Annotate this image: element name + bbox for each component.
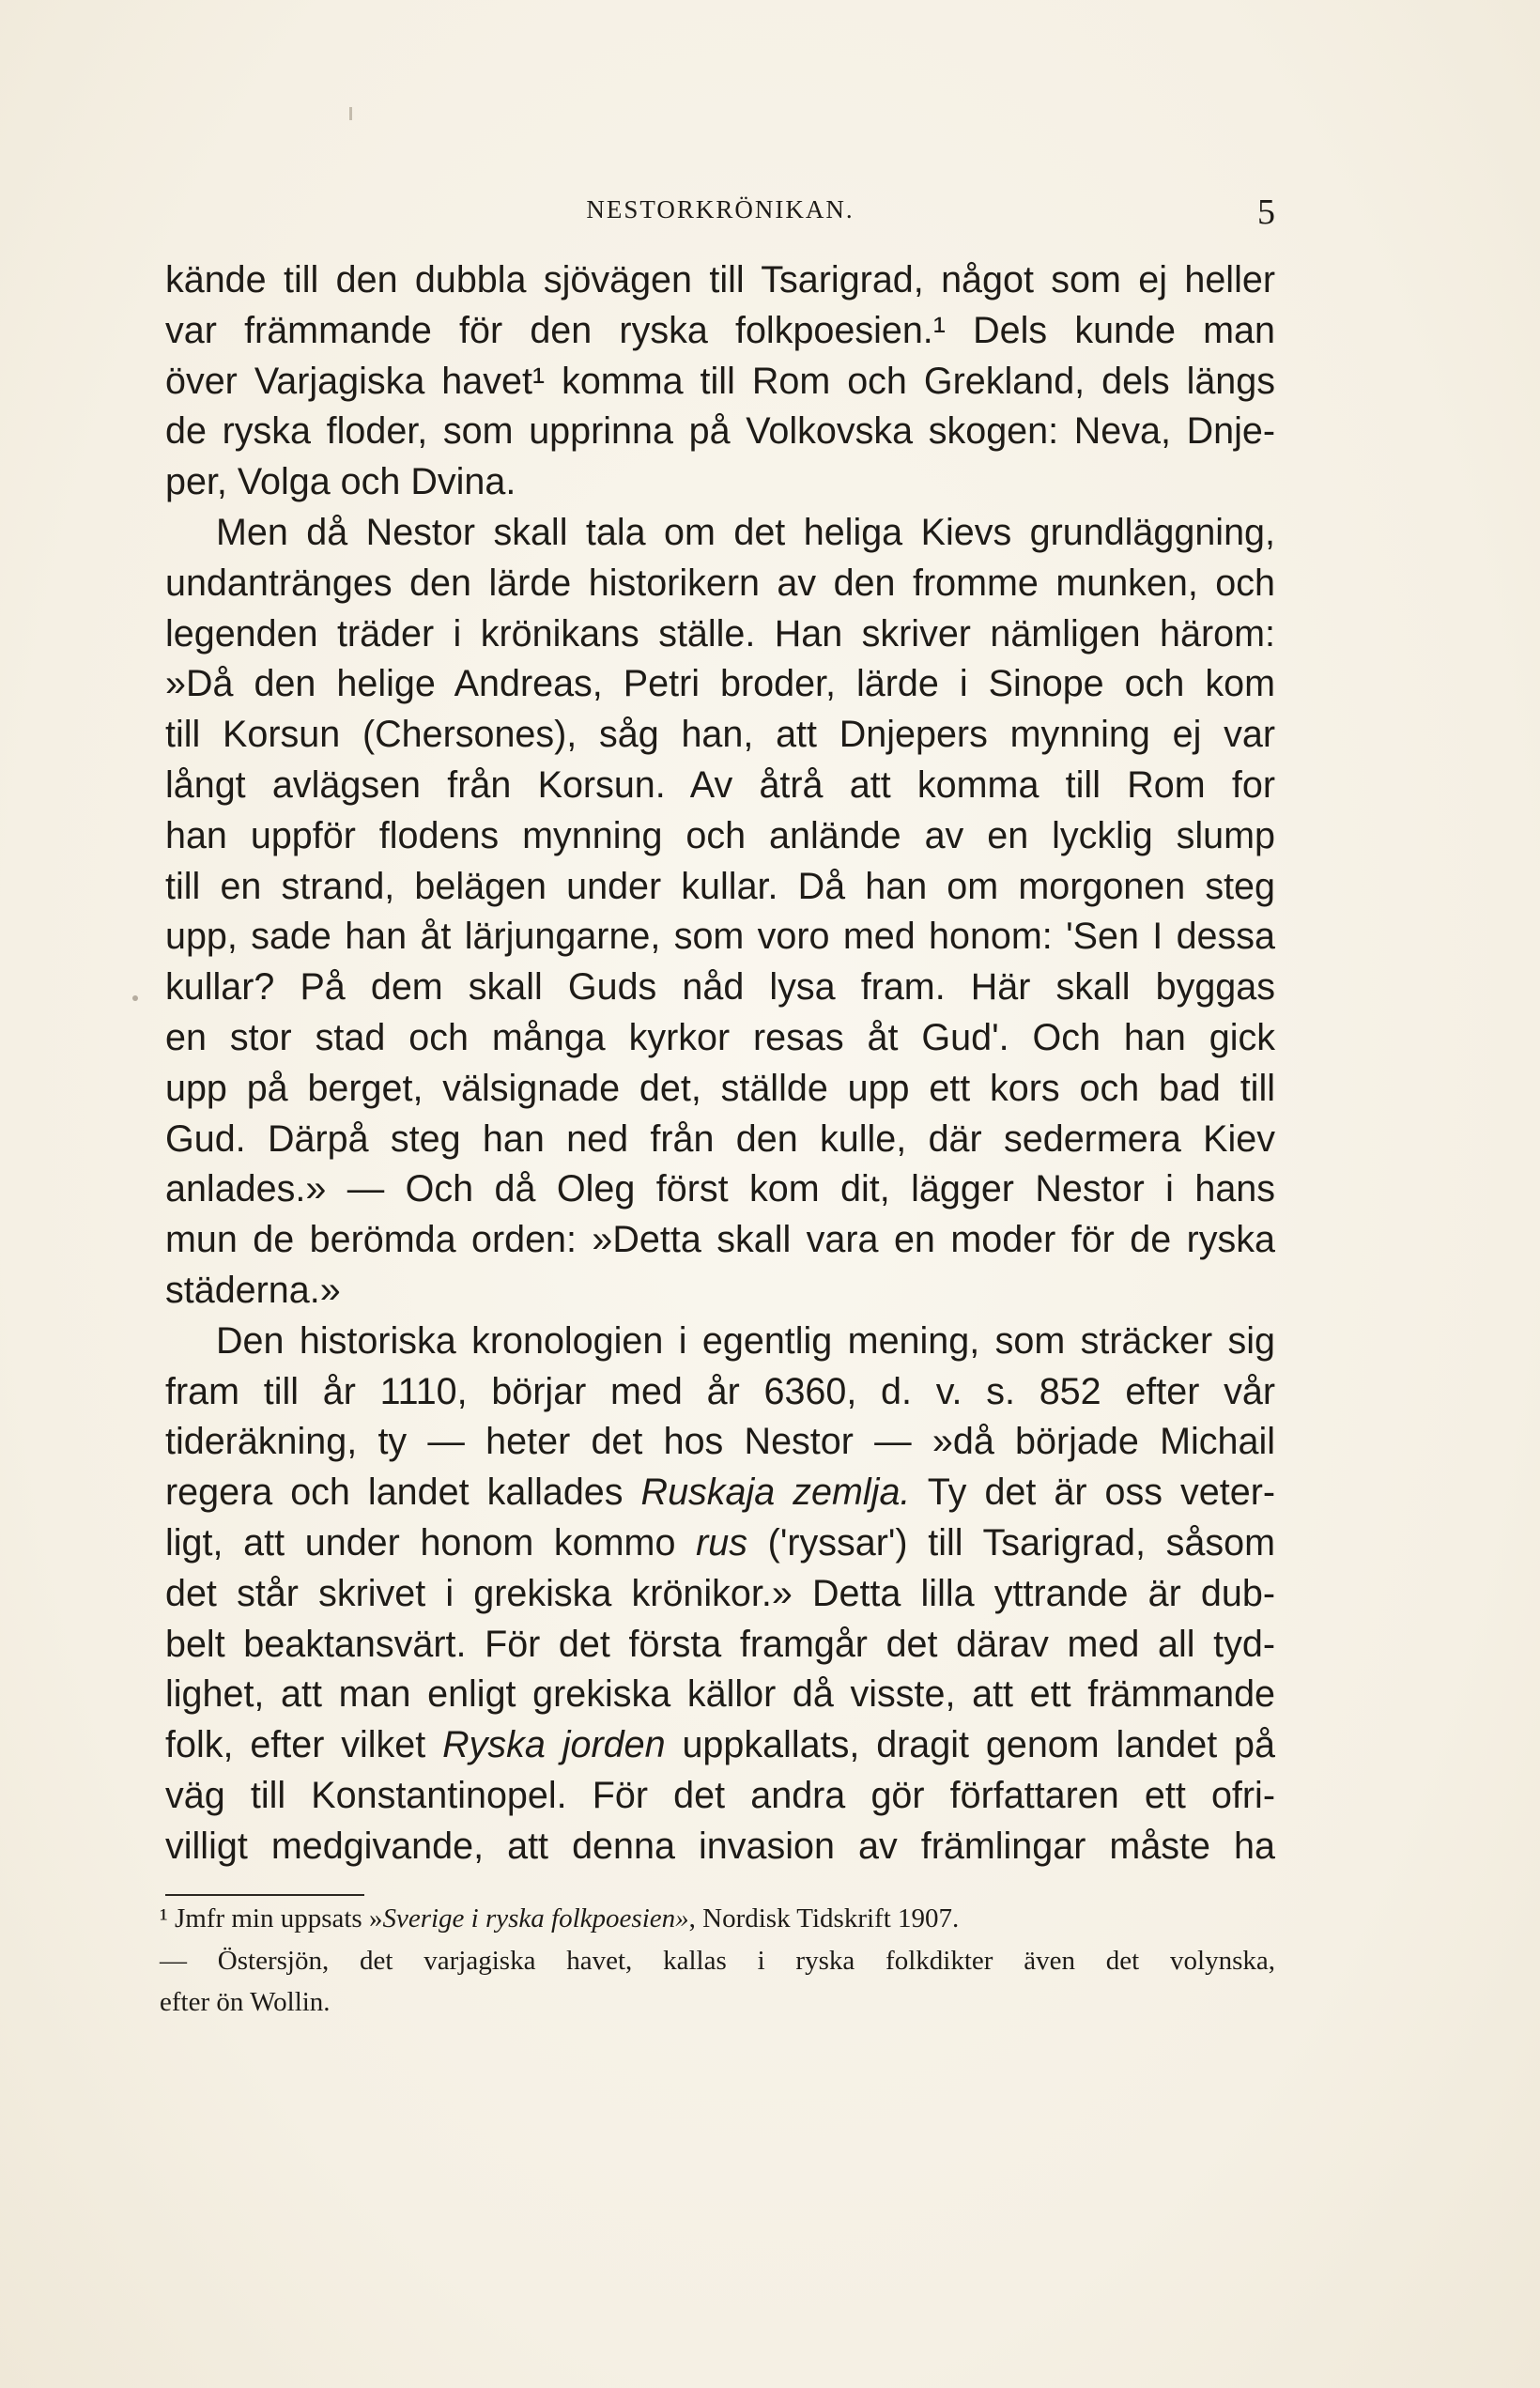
text-line: Men då Nestor skall tala om det heliga Kievs grundläggning, [216, 511, 1275, 553]
footnote-line: efter ön Wollin. [160, 1987, 331, 2017]
footnote-segment: , Nordisk Tidskrift 1907. [688, 1903, 960, 1934]
footnote-line [160, 1898, 1275, 1940]
text-line: en stor stad och många kyrkor resas åt Gud'. Och han gick [165, 1016, 1275, 1058]
text-line: till Korsun (Chersones), såg han, att Dnjepers mynning ej var [165, 714, 1275, 756]
text-line: lighet, att man enligt grekiska källor då visste, att ett främmande [165, 1673, 1275, 1716]
text-line: kände till den dubbla sjövägen till Tsarigrad, något som ej heller [165, 259, 1275, 300]
text-line: undantränges den lärde historikern av den fromme munken, och [165, 562, 1275, 604]
text-line: mun de berömda orden: »Detta skall vara en moder för de ryska [165, 1219, 1275, 1261]
print-mark [349, 107, 352, 120]
text-line-with-italic [165, 1720, 1275, 1771]
text-line: belt beaktansvärt. För det första framgår det därav med all tyd- [165, 1623, 1275, 1665]
footnote-line: — Östersjön, det varjagiska havet, kallas i ryska folkdikter även det volynska, [160, 1945, 1275, 1976]
text-line: Den historiska kronologien i egentlig mening, som sträcker sig [216, 1319, 1275, 1362]
text-line: legenden träder i krönikans ställe. Han skriver nämligen härom: [165, 612, 1275, 655]
footnote-italic-title: Sverige i ryska folkpoesien» [382, 1903, 689, 1934]
text-line: fram till år 1110, börjar med år 6360, d. v. s. 852 efter vår [165, 1370, 1275, 1412]
text-line: Gud. Därpå steg han ned från den kulle, där sedermera Kiev [165, 1117, 1275, 1160]
margin-dot-mark [132, 995, 138, 1001]
text-line: städerna.» [165, 1269, 341, 1311]
text-line: »Då den helige Andreas, Petri broder, lärde i Sinope och kom [165, 663, 1275, 705]
text-line-with-italic [165, 1468, 1275, 1518]
text-line: tideräkning, ty — heter det hos Nestor — »då började Michail [165, 1421, 1275, 1463]
text-line: han uppför flodens mynning och anlände av en lycklig slump [165, 814, 1275, 856]
text-line: långt avlägsen från Korsun. Av åtrå att komma till Rom for [165, 763, 1275, 806]
text-segment: uppkallats, dragit genom landet på [665, 1724, 1275, 1766]
text-line: till en strand, belägen under kullar. Då han om morgonen steg [165, 865, 1275, 907]
footnotes [160, 1898, 1275, 2024]
text-line: över Varjagiska havet¹ komma till Rom och Grekland, dels längs [165, 360, 1275, 402]
italic-term-ryska-jorden: Ryska jorden [442, 1724, 666, 1766]
text-line: upp på berget, välsignade det, ställde upp ett kors och bad till [165, 1067, 1275, 1109]
body-text [165, 255, 1275, 1872]
text-segment: Ty det är oss veter- [910, 1471, 1276, 1514]
text-line: kullar? På dem skall Guds nåd lysa fram. Här skall byggas [165, 966, 1275, 1009]
page-header [165, 192, 1275, 240]
running-title: NESTORKRÖNIKAN. [586, 195, 855, 223]
text-line: villigt medgivande, att denna invasion av främlingar måste ha [165, 1825, 1275, 1867]
page-number: 5 [1257, 193, 1275, 232]
text-line-with-italic [165, 1518, 1275, 1569]
text-segment: ligt, att under honom kommo [165, 1521, 697, 1564]
text-line: upp, sade han åt lärjungarne, som voro med honom: 'Sen I dessa [165, 916, 1275, 958]
text-line: det står skrivet i grekiska krönikor.» Detta lilla yttrande är dub- [165, 1572, 1275, 1614]
text-segment: folk, efter vilket [165, 1724, 443, 1766]
footnote-segment: ¹ Jmfr min uppsats » [160, 1903, 383, 1934]
text-line: de ryska floder, som upprinna på Volkovska skogen: Neva, Dnje- [165, 410, 1275, 453]
text-line: per, Volga och Dvina. [165, 461, 516, 503]
text-segment: ('ryssar') till Tsarigrad, såsom [747, 1521, 1275, 1564]
text-segment: regera och landet kallades [165, 1471, 641, 1514]
text-line: var främmande för den ryska folkpoesien.¹ Dels kunde man [165, 309, 1275, 351]
italic-term-ruskaja-zemlja: Ruskaja zemlja. [640, 1471, 911, 1514]
text-line: anlades.» — Och då Oleg först kom dit, lägger Nestor i hans [165, 1168, 1275, 1210]
text-line: väg till Konstantinopel. För det andra gör författaren ett ofri- [165, 1774, 1275, 1816]
footnote-divider [165, 1894, 364, 1896]
italic-term-rus: rus [696, 1521, 747, 1564]
